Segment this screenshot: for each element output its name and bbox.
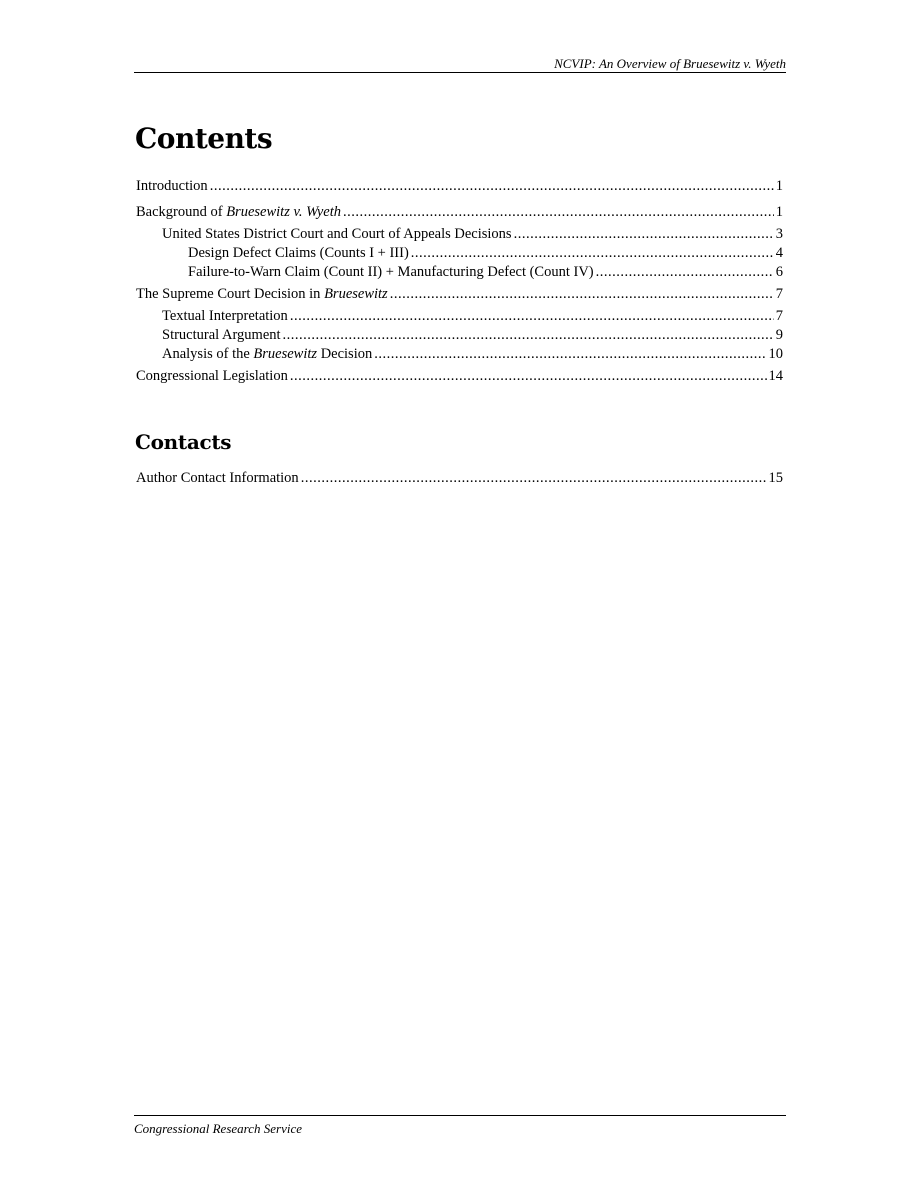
toc-entry-lower-court-decisions[interactable]: [162, 225, 783, 243]
toc-page-number: 15: [768, 470, 783, 486]
toc-entry-label: Congressional Legislation: [136, 368, 288, 384]
toc-leader-dots: [374, 345, 766, 363]
toc-leader-dots: [290, 307, 774, 325]
toc-entry-design-defect-claims[interactable]: [188, 244, 783, 262]
toc-leader-dots: [283, 326, 774, 344]
toc-page-number: 10: [768, 346, 783, 362]
header-prefix: NCVIP: An Overview of: [554, 56, 684, 71]
toc-leader-dots: [343, 203, 774, 221]
toc-page-number: 6: [775, 264, 783, 280]
toc-leader-dots: [210, 177, 774, 195]
toc-entry-label: Introduction: [136, 178, 208, 194]
contents-title: Contents: [135, 122, 273, 155]
toc-page-number: 14: [768, 368, 783, 384]
toc-entry-label: Design Defect Claims (Counts I + III): [188, 245, 409, 261]
toc-page-number: 7: [775, 308, 783, 324]
toc-leader-dots: [290, 367, 767, 385]
toc-entry-congressional-legislation[interactable]: [136, 367, 783, 385]
toc-entry-supreme-court-decision[interactable]: [136, 285, 783, 303]
toc-leader-dots: [301, 469, 767, 487]
toc-entry-author-contact[interactable]: [136, 469, 783, 487]
toc-entry-label: Author Contact Information: [136, 470, 299, 486]
toc-entry-failure-to-warn[interactable]: [188, 263, 783, 281]
header-case-name: Bruesewitz v. Wyeth: [683, 56, 786, 71]
toc-page-number: 4: [775, 245, 783, 261]
toc-leader-dots: [514, 225, 774, 243]
toc-leader-dots: [411, 244, 774, 262]
toc-leader-dots: [390, 285, 774, 303]
toc-entry-label: The Supreme Court Decision in Bruesewitz: [136, 286, 388, 302]
toc-page-number: 1: [775, 178, 783, 194]
toc-entry-background[interactable]: [136, 203, 783, 221]
toc-page-number: 7: [775, 286, 783, 302]
toc-entry-introduction[interactable]: [136, 177, 783, 195]
toc-entry-label: Failure-to-Warn Claim (Count II) + Manufacturing Defect (Count IV): [188, 264, 594, 280]
toc-entry-textual-interpretation[interactable]: [162, 307, 783, 325]
toc-page-number: 9: [775, 327, 783, 343]
toc-entry-label: Structural Argument: [162, 327, 281, 343]
running-header: [134, 56, 786, 73]
toc-entry-label: Background of Bruesewitz v. Wyeth: [136, 204, 341, 220]
toc-entry-label: United States District Court and Court of Appeals Decisions: [162, 226, 512, 242]
toc-entry-label: Textual Interpretation: [162, 308, 288, 324]
page-footer: Congressional Research Service: [134, 1115, 786, 1137]
toc-entry-label: Analysis of the Bruesewitz Decision: [162, 346, 373, 362]
toc-page-number: 3: [775, 226, 783, 242]
toc-leader-dots: [596, 263, 774, 281]
contacts-title: Contacts: [135, 430, 232, 454]
toc-entry-analysis[interactable]: [162, 345, 783, 363]
toc-page-number: 1: [775, 204, 783, 220]
toc-entry-structural-argument[interactable]: [162, 326, 783, 344]
